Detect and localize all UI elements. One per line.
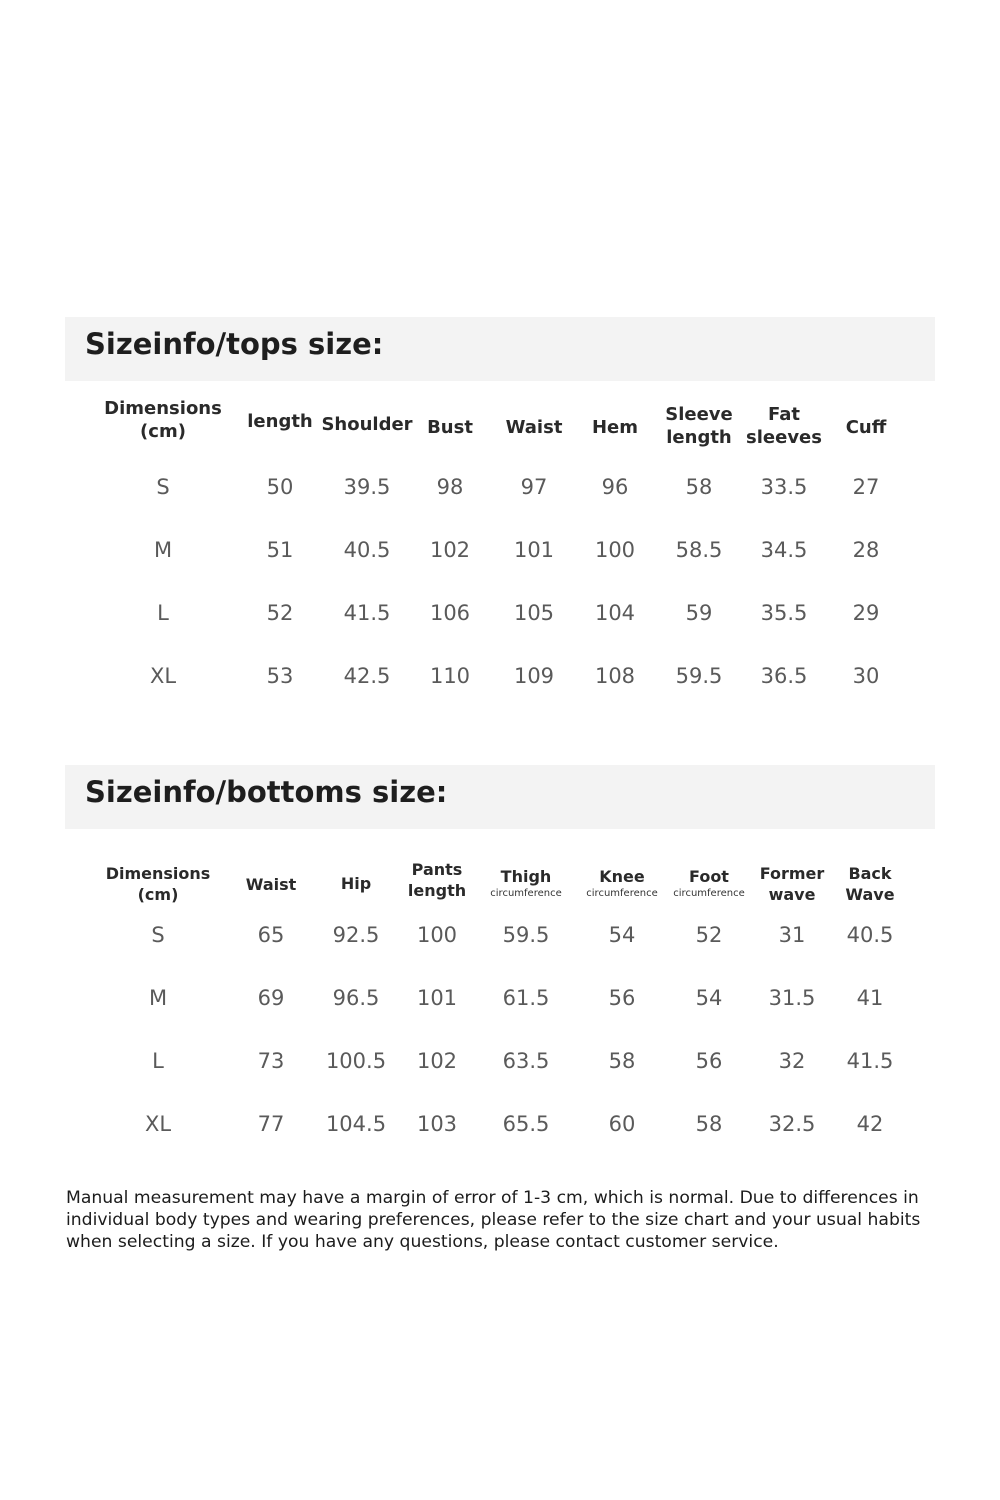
tops-cell: 97 [520,475,548,499]
bottoms-cell: S [151,923,165,947]
bottoms-header-5: Knee circumference [586,867,658,899]
bottoms-cell: 40.5 [846,923,894,947]
bottoms-cell: 96.5 [332,986,380,1010]
tops-cell: 101 [513,538,555,562]
bottoms-header-0: Dimensions (cm) [105,864,211,904]
bottoms-cell: 60 [608,1112,636,1136]
bottoms-cell: 65 [257,923,285,947]
tops-cell: 33.5 [760,475,808,499]
tops-header-7: Fat sleeves [746,404,822,449]
bottoms-cell: 77 [257,1112,285,1136]
tops-title-bar [65,317,935,381]
bottoms-cell: 58 [608,1049,636,1073]
bottoms-cell: 54 [608,923,636,947]
tops-cell: 53 [266,664,294,688]
bottoms-cell: 32 [778,1049,806,1073]
bottoms-cell: 103 [416,1112,458,1136]
bottoms-header-1: Waist [245,875,297,894]
tops-header-1: length [247,411,313,432]
tops-cell: 41.5 [343,601,391,625]
bottoms-header-3: Pants length [407,860,467,900]
bottoms-cell: 65.5 [502,1112,550,1136]
bottoms-header-4: Thigh circumference [490,867,562,899]
tops-cell: 50 [266,475,294,499]
tops-cell: 102 [429,538,471,562]
bottoms-cell: L [152,1049,164,1073]
bottoms-cell: 102 [416,1049,458,1073]
tops-cell: L [157,601,169,625]
measurement-note: Manual measurement may have a margin of error of 1-3 cm, which is normal. Due to differences in individual body types and wearing preferences, please refer to the size chart and your usual habits when selecting a size. If you have any questions, please contact customer service. [66,1188,921,1252]
bottoms-header-7: Former wave [759,864,825,904]
tops-cell: 105 [513,601,555,625]
tops-cell: 58.5 [675,538,723,562]
tops-header-2: Shoulder [321,414,413,435]
tops-cell: 104 [594,601,636,625]
bottoms-header-2: Hip [340,874,372,893]
bottoms-title-bar [65,765,935,829]
tops-cell: 42.5 [343,664,391,688]
tops-cell: S [156,475,170,499]
bottoms-cell: 58 [695,1112,723,1136]
bottoms-cell: 73 [257,1049,285,1073]
tops-cell: 98 [436,475,464,499]
tops-cell: 36.5 [760,664,808,688]
tops-header-0: Dimensions (cm) [104,398,222,443]
tops-header-3: Bust [427,417,473,438]
bottoms-cell: 101 [416,986,458,1010]
tops-cell: 110 [429,664,471,688]
tops-cell: 58 [685,475,713,499]
bottoms-cell: 100.5 [325,1049,387,1073]
bottoms-cell: 42 [856,1112,884,1136]
bottoms-cell: 41.5 [846,1049,894,1073]
bottoms-cell: 31.5 [768,986,816,1010]
tops-cell: 39.5 [343,475,391,499]
bottoms-cell: 31 [778,923,806,947]
bottoms-header-8: Back Wave [845,864,895,904]
tops-cell: 51 [266,538,294,562]
tops-cell: 96 [601,475,629,499]
tops-header-6: Sleeve length [665,404,733,449]
bottoms-header-6: Foot circumference [673,867,745,899]
tops-cell: M [153,538,173,562]
tops-cell: 30 [852,664,880,688]
tops-header-5: Hem [591,417,639,438]
bottoms-cell: 54 [695,986,723,1010]
bottoms-cell: 100 [416,923,458,947]
bottoms-cell: 69 [257,986,285,1010]
bottoms-cell: 41 [856,986,884,1010]
tops-cell: 40.5 [343,538,391,562]
bottoms-cell: 59.5 [502,923,550,947]
bottoms-cell: 61.5 [502,986,550,1010]
bottoms-cell: XL [144,1112,172,1136]
tops-cell: 59 [685,601,713,625]
tops-cell: 35.5 [760,601,808,625]
bottoms-cell: 63.5 [502,1049,550,1073]
bottoms-cell: M [148,986,168,1010]
tops-cell: 100 [594,538,636,562]
bottoms-cell: 92.5 [332,923,380,947]
tops-cell: XL [149,664,177,688]
tops-cell: 27 [852,475,880,499]
tops-cell: 29 [852,601,880,625]
tops-cell: 109 [513,664,555,688]
bottoms-title: Sizeinfo/bottoms size: [85,775,448,809]
tops-cell: 28 [852,538,880,562]
bottoms-cell: 56 [608,986,636,1010]
tops-cell: 59.5 [675,664,723,688]
tops-header-8: Cuff [845,417,887,438]
tops-cell: 108 [594,664,636,688]
tops-title: Sizeinfo/tops size: [85,327,384,361]
bottoms-cell: 104.5 [325,1112,387,1136]
bottoms-cell: 56 [695,1049,723,1073]
bottoms-cell: 32.5 [768,1112,816,1136]
tops-cell: 106 [429,601,471,625]
tops-header-4: Waist [505,417,563,438]
bottoms-cell: 52 [695,923,723,947]
tops-cell: 34.5 [760,538,808,562]
tops-cell: 52 [266,601,294,625]
